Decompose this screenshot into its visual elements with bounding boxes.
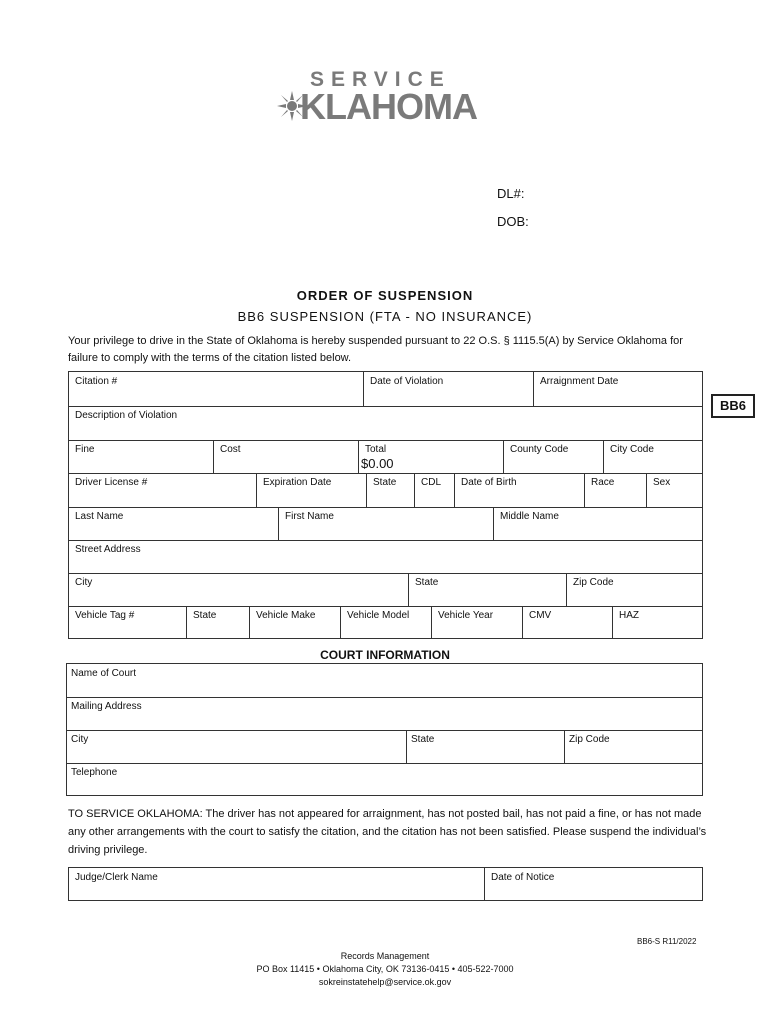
form-id: BB6-S R11/2022 (637, 937, 697, 946)
total-value: $0.00 (361, 456, 394, 471)
date-of-notice-field[interactable] (485, 868, 702, 900)
street-address-field[interactable] (69, 540, 702, 574)
cost-field[interactable] (214, 440, 359, 473)
city-label: City (75, 577, 93, 588)
court-telephone-label: Telephone (71, 767, 118, 778)
expiration-date-field[interactable] (257, 473, 367, 507)
haz-field[interactable] (613, 606, 702, 638)
court-state-field[interactable] (407, 730, 565, 763)
sex-label: Sex (653, 477, 671, 488)
county-code-field[interactable] (504, 440, 604, 473)
cdl-field[interactable] (415, 473, 455, 507)
citation-row-1 (69, 372, 702, 407)
vehicle-year-field[interactable] (432, 606, 523, 638)
court-mailing-address-label: Mailing Address (71, 701, 142, 712)
middle-name-field[interactable] (494, 507, 702, 540)
logo-wordmark: KLAHOMA (300, 86, 477, 127)
court-telephone-field[interactable] (67, 763, 702, 795)
court-zip-field[interactable] (565, 730, 702, 763)
city-code-label: City Code (610, 444, 654, 455)
county-code-label: County Code (510, 444, 569, 455)
cmv-field[interactable] (523, 606, 613, 638)
vehicle-state-label: State (193, 610, 217, 621)
footer-email: sokreinstatehelp@service.ok.gov (318, 977, 452, 987)
court-zip-label: Zip Code (569, 734, 610, 745)
last-name-field[interactable] (69, 507, 279, 540)
citation-number-label: Citation # (75, 376, 118, 387)
vehicle-state-field[interactable] (187, 606, 250, 638)
logo-service-text: SERVICE (310, 68, 451, 91)
vehicle-model-label: Vehicle Model (347, 610, 410, 621)
last-name-label: Last Name (75, 511, 124, 522)
driver-license-label: Driver License # (75, 477, 148, 488)
date-of-violation-label: Date of Violation (370, 376, 444, 387)
court-name-label: Name of Court (71, 668, 137, 679)
city-field[interactable] (69, 573, 409, 606)
vehicle-make-field[interactable] (250, 606, 341, 638)
signature-table (68, 867, 703, 901)
vehicle-tag-label: Vehicle Tag # (75, 610, 135, 621)
citation-row-3 (69, 440, 702, 474)
footer-address: PO Box 11415 • Oklahoma City, OK 73136-0415 • 405-522-7000 (256, 964, 514, 974)
state-label: State (415, 577, 439, 588)
court-city-label: City (71, 734, 89, 745)
notice-paragraph: TO SERVICE OKLAHOMA: The driver has not appeared for arraignment, has not posted bail, has not paid a fine, or has not made any other arrangements with the court to satisfy the citation, and the citation has not been satisfied. Please suspend the individual’s driving privilege. (68, 808, 707, 856)
intro-paragraph: Your privilege to drive in the State of Oklahoma is hereby suspended pursuant to 22 O.S. § 1115.5(A) by Service Oklahoma for failure to comply with the terms of the citation listed below. (68, 335, 683, 364)
city-code-field[interactable] (604, 440, 702, 473)
date-of-birth-field[interactable] (455, 473, 585, 507)
judge-clerk-name-label: Judge/Clerk Name (75, 872, 158, 883)
citation-table (68, 371, 703, 639)
description-field[interactable] (69, 406, 702, 441)
dob-label: DOB: (497, 214, 529, 229)
dl-state-label: State (373, 477, 397, 488)
judge-clerk-name-field[interactable] (69, 868, 485, 900)
fine-field[interactable] (69, 440, 214, 473)
date-of-violation-field[interactable] (364, 372, 534, 406)
middle-name-label: Middle Name (500, 511, 559, 522)
zip-code-field[interactable] (567, 573, 702, 606)
description-label: Description of Violation (75, 410, 178, 421)
date-of-notice-label: Date of Notice (491, 872, 555, 883)
citation-number-field[interactable] (69, 372, 364, 406)
driver-license-field[interactable] (69, 473, 257, 507)
first-name-label: First Name (285, 511, 334, 522)
sex-field[interactable] (647, 473, 702, 507)
expiration-date-label: Expiration Date (263, 477, 332, 488)
cost-label: Cost (220, 444, 241, 455)
haz-label: HAZ (619, 610, 639, 621)
citation-row-5 (69, 507, 702, 541)
fine-label: Fine (75, 444, 95, 455)
arraignment-date-field[interactable] (534, 372, 702, 406)
court-city-field[interactable] (67, 730, 407, 763)
citation-row-8 (69, 606, 702, 638)
court-state-label: State (411, 734, 435, 745)
zip-code-label: Zip Code (573, 577, 614, 588)
vehicle-model-field[interactable] (341, 606, 432, 638)
race-label: Race (591, 477, 615, 488)
dl-state-field[interactable] (367, 473, 415, 507)
court-name-field[interactable] (67, 664, 702, 698)
court-mailing-address-field[interactable] (67, 697, 702, 731)
state-field[interactable] (409, 573, 567, 606)
citation-row-4 (69, 473, 702, 508)
total-label: Total (365, 444, 387, 455)
first-name-field[interactable] (279, 507, 494, 540)
date-of-birth-label: Date of Birth (461, 477, 517, 488)
cmv-label: CMV (529, 610, 552, 621)
page-title: ORDER OF SUSPENSION (296, 288, 474, 303)
footer-department: Records Management (340, 951, 430, 961)
cdl-label: CDL (421, 477, 442, 488)
dl-number-label: DL#: (497, 186, 525, 201)
vehicle-year-label: Vehicle Year (438, 610, 494, 621)
court-row-3 (67, 730, 702, 764)
court-information-heading: COURT INFORMATION (320, 648, 450, 662)
vehicle-make-label: Vehicle Make (256, 610, 316, 621)
bb6-badge: BB6 (711, 394, 755, 418)
citation-row-7 (69, 573, 702, 607)
arraignment-date-label: Arraignment Date (540, 376, 619, 387)
page-subtitle: BB6 SUSPENSION (FTA - NO INSURANCE) (237, 309, 533, 324)
race-field[interactable] (585, 473, 647, 507)
court-table (66, 663, 703, 796)
street-address-label: Street Address (75, 544, 141, 555)
vehicle-tag-field[interactable] (69, 606, 187, 638)
total-field[interactable] (359, 440, 504, 473)
